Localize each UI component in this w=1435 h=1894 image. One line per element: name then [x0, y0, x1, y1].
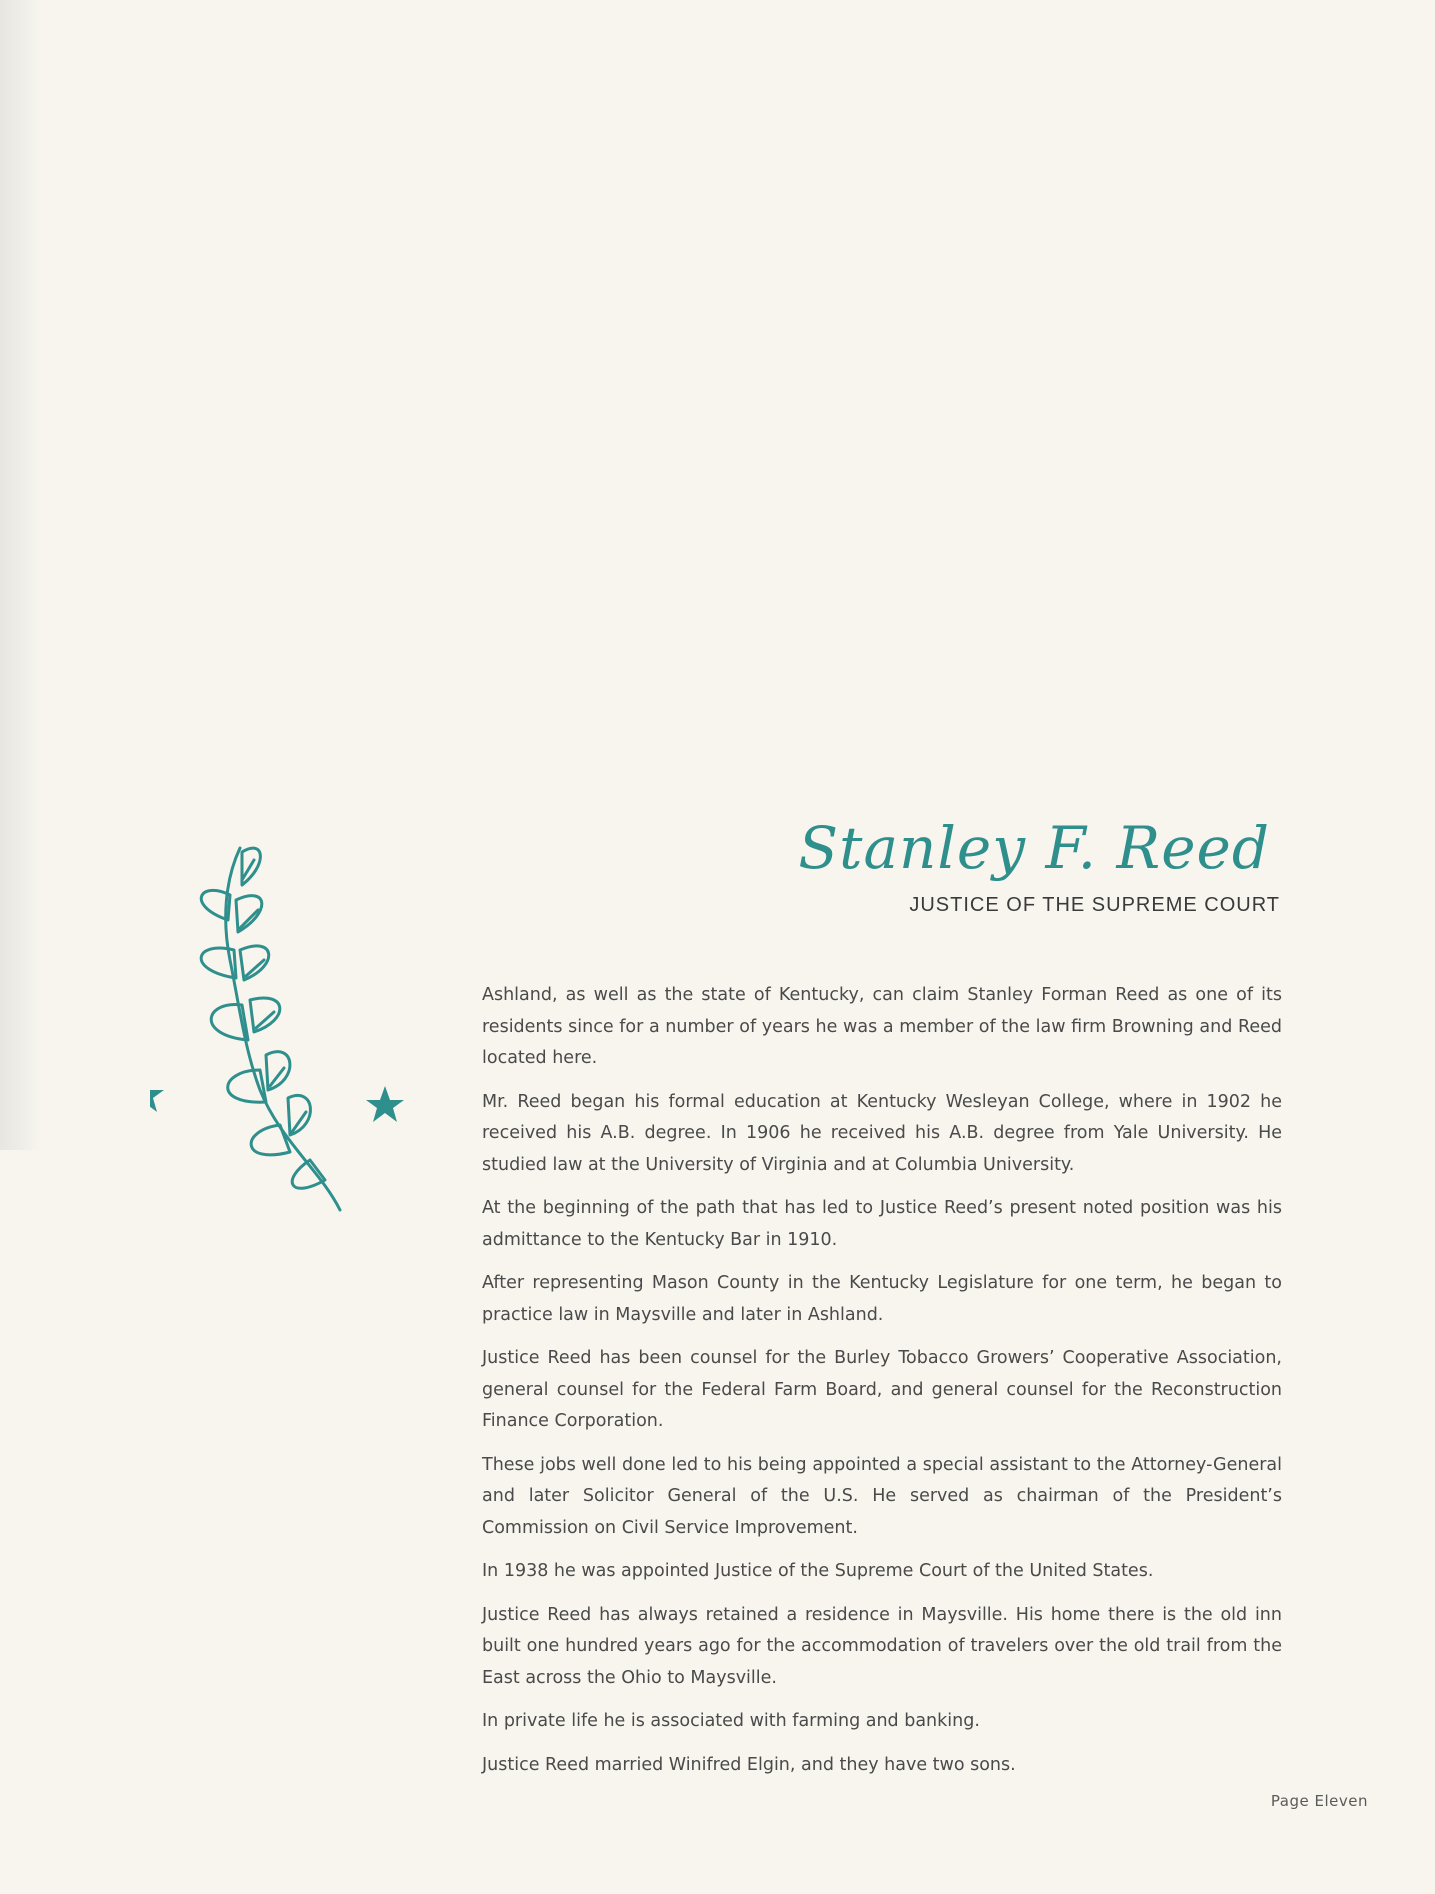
paragraph: In private life he is associated with farming and banking. — [482, 1711, 980, 1731]
paragraph: After representing Mason County in the Kentucky Legislature for one term, he began to practice law in Maysville and later in Ashland. — [482, 1273, 1282, 1325]
paragraph: Ashland, as well as the state of Kentucky, can claim Stanley Forman Reed as one of its residents since for a number of years he was a member of the law firm Browning and Reed located here. — [482, 985, 1282, 1068]
paragraph: Justice Reed has been counsel for the Burley Tobacco Growers’ Cooperative Association, general counsel for the Federal Farm Board, and general counsel for the Reconstruction Finance Corporation. — [482, 1348, 1282, 1431]
subtitle: JUSTICE OF THE SUPREME COURT — [909, 894, 1280, 916]
body-text — [482, 980, 1282, 1793]
title-block — [680, 810, 1280, 917]
paragraph: Justice Reed has always retained a residence in Maysville. His home there is the old inn built one hundred years ago for the accommodation of travelers over the old trail from the East across the Ohio to Maysville. — [482, 1604, 1282, 1688]
page-number: Page Eleven — [1270, 1792, 1368, 1810]
star-icon — [150, 1076, 404, 1122]
paragraph: At the beginning of the path that has led to Justice Reed’s present noted position was his admittance to the Kentucky Bar in 1910. — [482, 1198, 1282, 1250]
page-edge-shadow — [0, 0, 40, 1150]
paragraph: Mr. Reed began his formal education at Kentucky Wesleyan College, where in 1902 he received his A.B. degree. In 1906 he received his A.B. degree from Yale University. He studied law at the University of Virginia and at Columbia University. — [482, 1091, 1282, 1175]
laurel-sprig-icon — [150, 840, 410, 1240]
paragraph: These jobs well done led to his being appointed a special assistant to the Attorney-General and later Solicitor General of the U.S. He served as chairman of the President’s Commission on Civil Service Improvement. — [482, 1454, 1282, 1538]
name-signature: Stanley F. Reed — [798, 814, 1270, 882]
paragraph: In 1938 he was appointed Justice of the Supreme Court of the United States. — [482, 1561, 1154, 1581]
paragraph: Justice Reed married Winifred Elgin, and they have two sons. — [482, 1754, 1016, 1775]
